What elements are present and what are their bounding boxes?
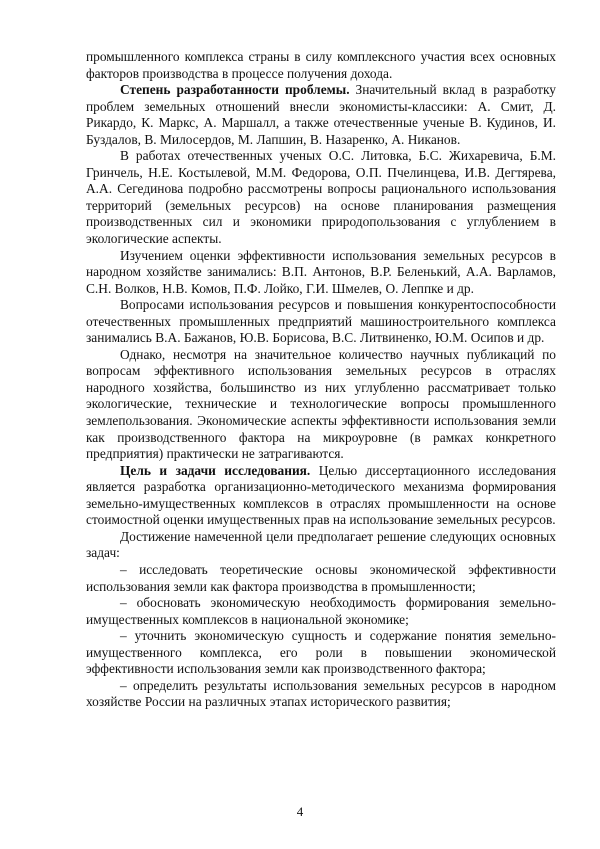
paragraph-competitiveness <box>86 297 556 347</box>
task-item <box>86 678 556 711</box>
paragraph-tasks-intro <box>86 529 556 562</box>
paragraph-however <box>86 347 556 463</box>
paragraph-text: – определить результаты использования земельных ресурсов в народном хозяйстве России на различных этапах исторического развития; <box>86 677 556 710</box>
paragraph-heading: Цель и задачи исследования. <box>120 462 311 478</box>
paragraph-text: Однако, несмотря на значительное количество научных публикаций по вопросам эффективного использования земельных ресурсов в отраслях народного хозяйства, большинство из них углубленно рассматривает только экологические, технические и технологические вопросы промышленного землепользования. Экономические аспекты эффективности использования земли как производственного фактора на микроуровне (в рамках конкретного предприятия) практически не затрагиваются. <box>86 346 556 462</box>
paragraph-heading: Степень разработанности проблемы. <box>120 82 350 98</box>
paragraph-text: – уточнить экономическую сущность и содержание понятия земельно-имущественного комплекса, его роли в повышении экономической эффективности использования земли как производственного фактора; <box>86 628 556 677</box>
paragraph-text: Целью диссертационного исследования является разработка организационно-методического механизма формирования земельно-имущественных комплексов в отраслях промышленности на основе стоимостной оценки имущественных прав на использование земельных ресурсов. <box>86 462 556 528</box>
task-item <box>86 595 556 628</box>
paragraph-domestic-works <box>86 148 556 247</box>
paragraph-text: Вопросами использования ресурсов и повышения конкурентоспособности отечественных промышленных предприятий машиностроительного комплекса занимались В.А. Бажанов, Ю.В. Борисова, В.С. Литвиненко, Ю.М. Осипов и др. <box>86 297 556 346</box>
task-item <box>86 628 556 678</box>
paragraph-text: – обосновать экономическую необходимость формирования земельно-имущественных комплексов в национальной экономике; <box>86 595 556 627</box>
paragraph-text: В работах отечественных ученых О.С. Литовка, Б.С. Жихаревича, Б.М. Гринчель, Н.Е. Костылевой, М.М. Федорова, О.П. Пчелинцева, И.В. Дегтярева, А.А. Сегединова подробно рассмотрены вопросы рационального использования территорий (земельных ресурсов) на основе планирования размещения производственных сил и экономики природопользования с углублением в экологические аспекты. <box>86 148 556 247</box>
task-item <box>86 562 556 595</box>
paragraph-problem-development <box>86 82 556 148</box>
paragraph-continuation <box>86 49 556 82</box>
paragraph-goal <box>86 463 556 529</box>
paragraph-text: Изучением оценки эффективности использования земельных ресурсов в народном хозяйстве занимались: В.П. Антонов, В.Р. Беленький, А.А. Варламов, С.Н. Волков, Н.В. Комов, П.Ф. Лойко, Г.И. Шмелев, О. Леппке и др. <box>86 247 556 296</box>
paragraph-text: Значительный вклад в разработку проблем земельных отношений внесли экономисты-классики: А. Смит, Д. Рикардо, К. Маркс, А. Маршалл, а также отечественные ученые В. Кудинов, И. Буздалов, В. Милосердов, М. Лапшин, В. Назаренко, А. Никанов. <box>86 82 556 147</box>
page-number: 4 <box>296 804 304 819</box>
paragraph-text: – исследовать теоретические основы экономической эффективности использования земли как фактора производства в промышленности; <box>86 561 556 594</box>
paragraph-text: промышленного комплекса страны в силу комплексного участия всех основных факторов производства в процессе получения дохода. <box>86 49 556 81</box>
paragraph-text: Достижение намеченной цели предполагает решение следующих основных задач: <box>86 528 556 561</box>
paragraph-efficiency-evaluation <box>86 248 556 298</box>
